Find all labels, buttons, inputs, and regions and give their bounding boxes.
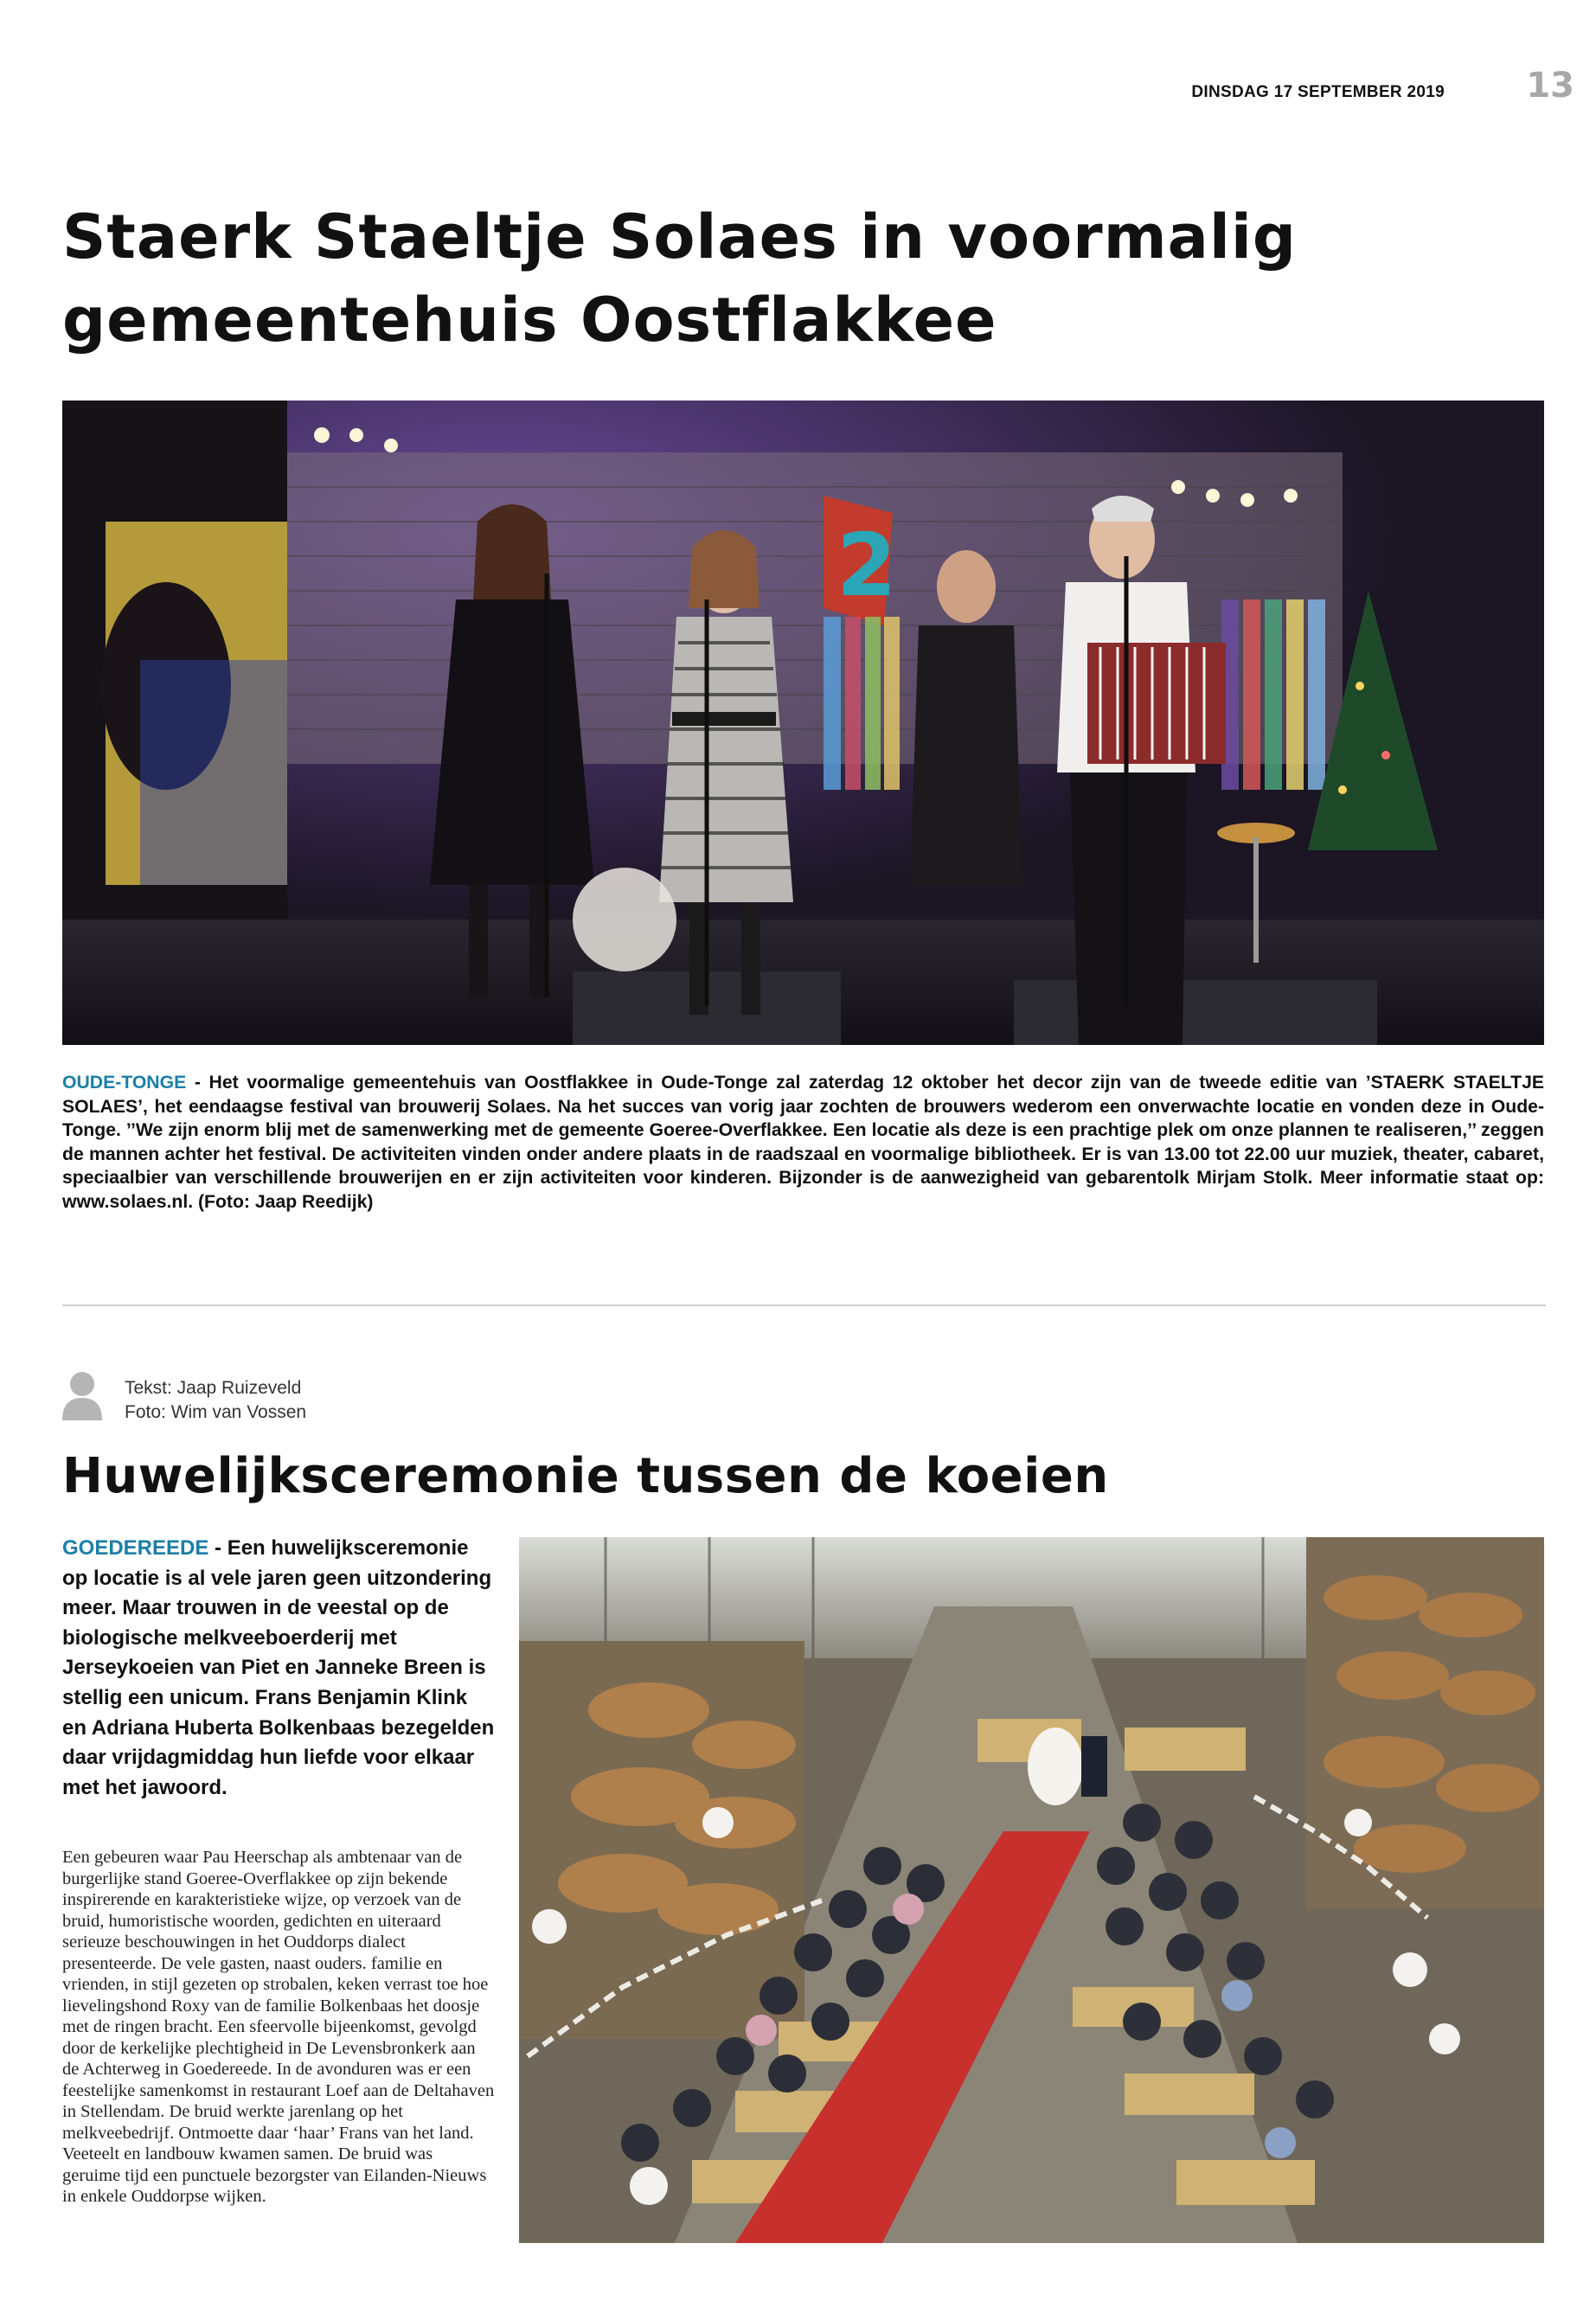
byline-text-author: Tekst: Jaap Ruizeveld xyxy=(125,1378,302,1398)
article2-headline: Huwelijksceremonie tussen de koeien xyxy=(62,1448,1109,1504)
article2-body: Een gebeuren waar Pau Heerschap als ambtenaar van de burgerlijke stand Goeree-Overflakkee op zijn bekende inspirerende en karakteristieke wijze, op verzoek van de bruid, humoristische woorden, gedichten en uiteraard serieuze beschouwingen in het Ouddorps dialect presenteerde. De vele gasten, naast ouders. familie en vrienden, in stijl gezeten op strobalen, keken verrast toe hoe lievelingshond Roxy van de familie Bolkenbaas het doosje met de ringen bracht. Een sfeervolle bijeenkomst, gevolgd door de kerkelijke plechtigheid in De Levensbronkerk aan de Achterweg in Goedereede. In de avonduren was er een feestelijke samenkomst in restaurant Loef aan de Deltahaven in Stellendam. De bruid werkte jarenlang op het melkveebedrijf. Ontmoette daar ‘haar’ Frans van het land. Veeteelt en landbouw kwamen samen. De bruid was geruime tijd een punctuele bezorgster van Eilanden-Nieuws in enkele Ouddorpse wijken. xyxy=(62,1848,495,2206)
svg-text:2: 2 xyxy=(836,515,897,616)
article1-dateline: OUDE-TONGE xyxy=(62,1073,187,1093)
wedding-photo xyxy=(519,1537,1544,2243)
page-number: 13 xyxy=(1526,66,1574,106)
article2-lead xyxy=(62,1534,495,1803)
article1-caption xyxy=(62,1071,1544,1215)
concert-photo xyxy=(62,401,1544,1045)
article2-lead-text: - Een huwelijksceremonie op locatie is al vele jaren geen uitzondering meer. Maar trouwen in de veestal op de biologische melkveeboerderij met Jerseykoeien van Piet en Janneke Breen is stellig een unicum. Frans Benjamin Klink en Adriana Huberta Bolkenbaas bezegelden daar vrijdagmiddag hun liefde voor elkaar met het jawoord. xyxy=(62,1536,495,1799)
byline-photo-author: Foto: Wim van Vossen xyxy=(125,1402,307,1422)
article1-headline-line2: gemeentehuis Oostflakkee xyxy=(62,285,997,356)
article1-headline-line1: Staerk Staeltje Solaes in voormalig xyxy=(62,202,1297,272)
author-avatar-icon xyxy=(62,1370,102,1420)
article1-caption-text: - Het voormalige gemeentehuis van Oostflakkee in Oude-Tonge zal zaterdag 12 oktober het decor zijn van de tweede editie van ’STAERK STAELTJE SOLAES’, het eendaagse festival van brouwerij Solaes. Na het succes van vorig jaar zochten de brouwers wederom een onverwachte locatie en vonden deze in Oude-Tonge. ’’We zijn enorm blij met de samenwerking met de gemeente Goeree-Overflakkee. Een locatie als deze is een prachtige plek om onze plannen te realiseren,’’ zeggen de mannen achter het festival. De activiteiten vinden onder andere plaats in de raadszaal en voormalige bibliotheek. Er is van 13.00 tot 22.00 uur muziek, theater, cabaret, speciaalbier van verschillende brouwerijen en er zijn activiteiten voor kinderen. Bijzonder is de aanwezigheid van gebarentolk Mirjam Stolk. Meer informatie staat op: www.solaes.nl. (Foto: Jaap Reedijk) xyxy=(62,1073,1544,1212)
header-date: DINSDAG 17 SEPTEMBER 2019 xyxy=(1191,83,1445,101)
section-divider xyxy=(62,1304,1546,1306)
article2-byline xyxy=(125,1376,644,1425)
article2-dateline: GOEDEREEDE xyxy=(62,1536,209,1560)
article1-headline xyxy=(62,195,1533,362)
